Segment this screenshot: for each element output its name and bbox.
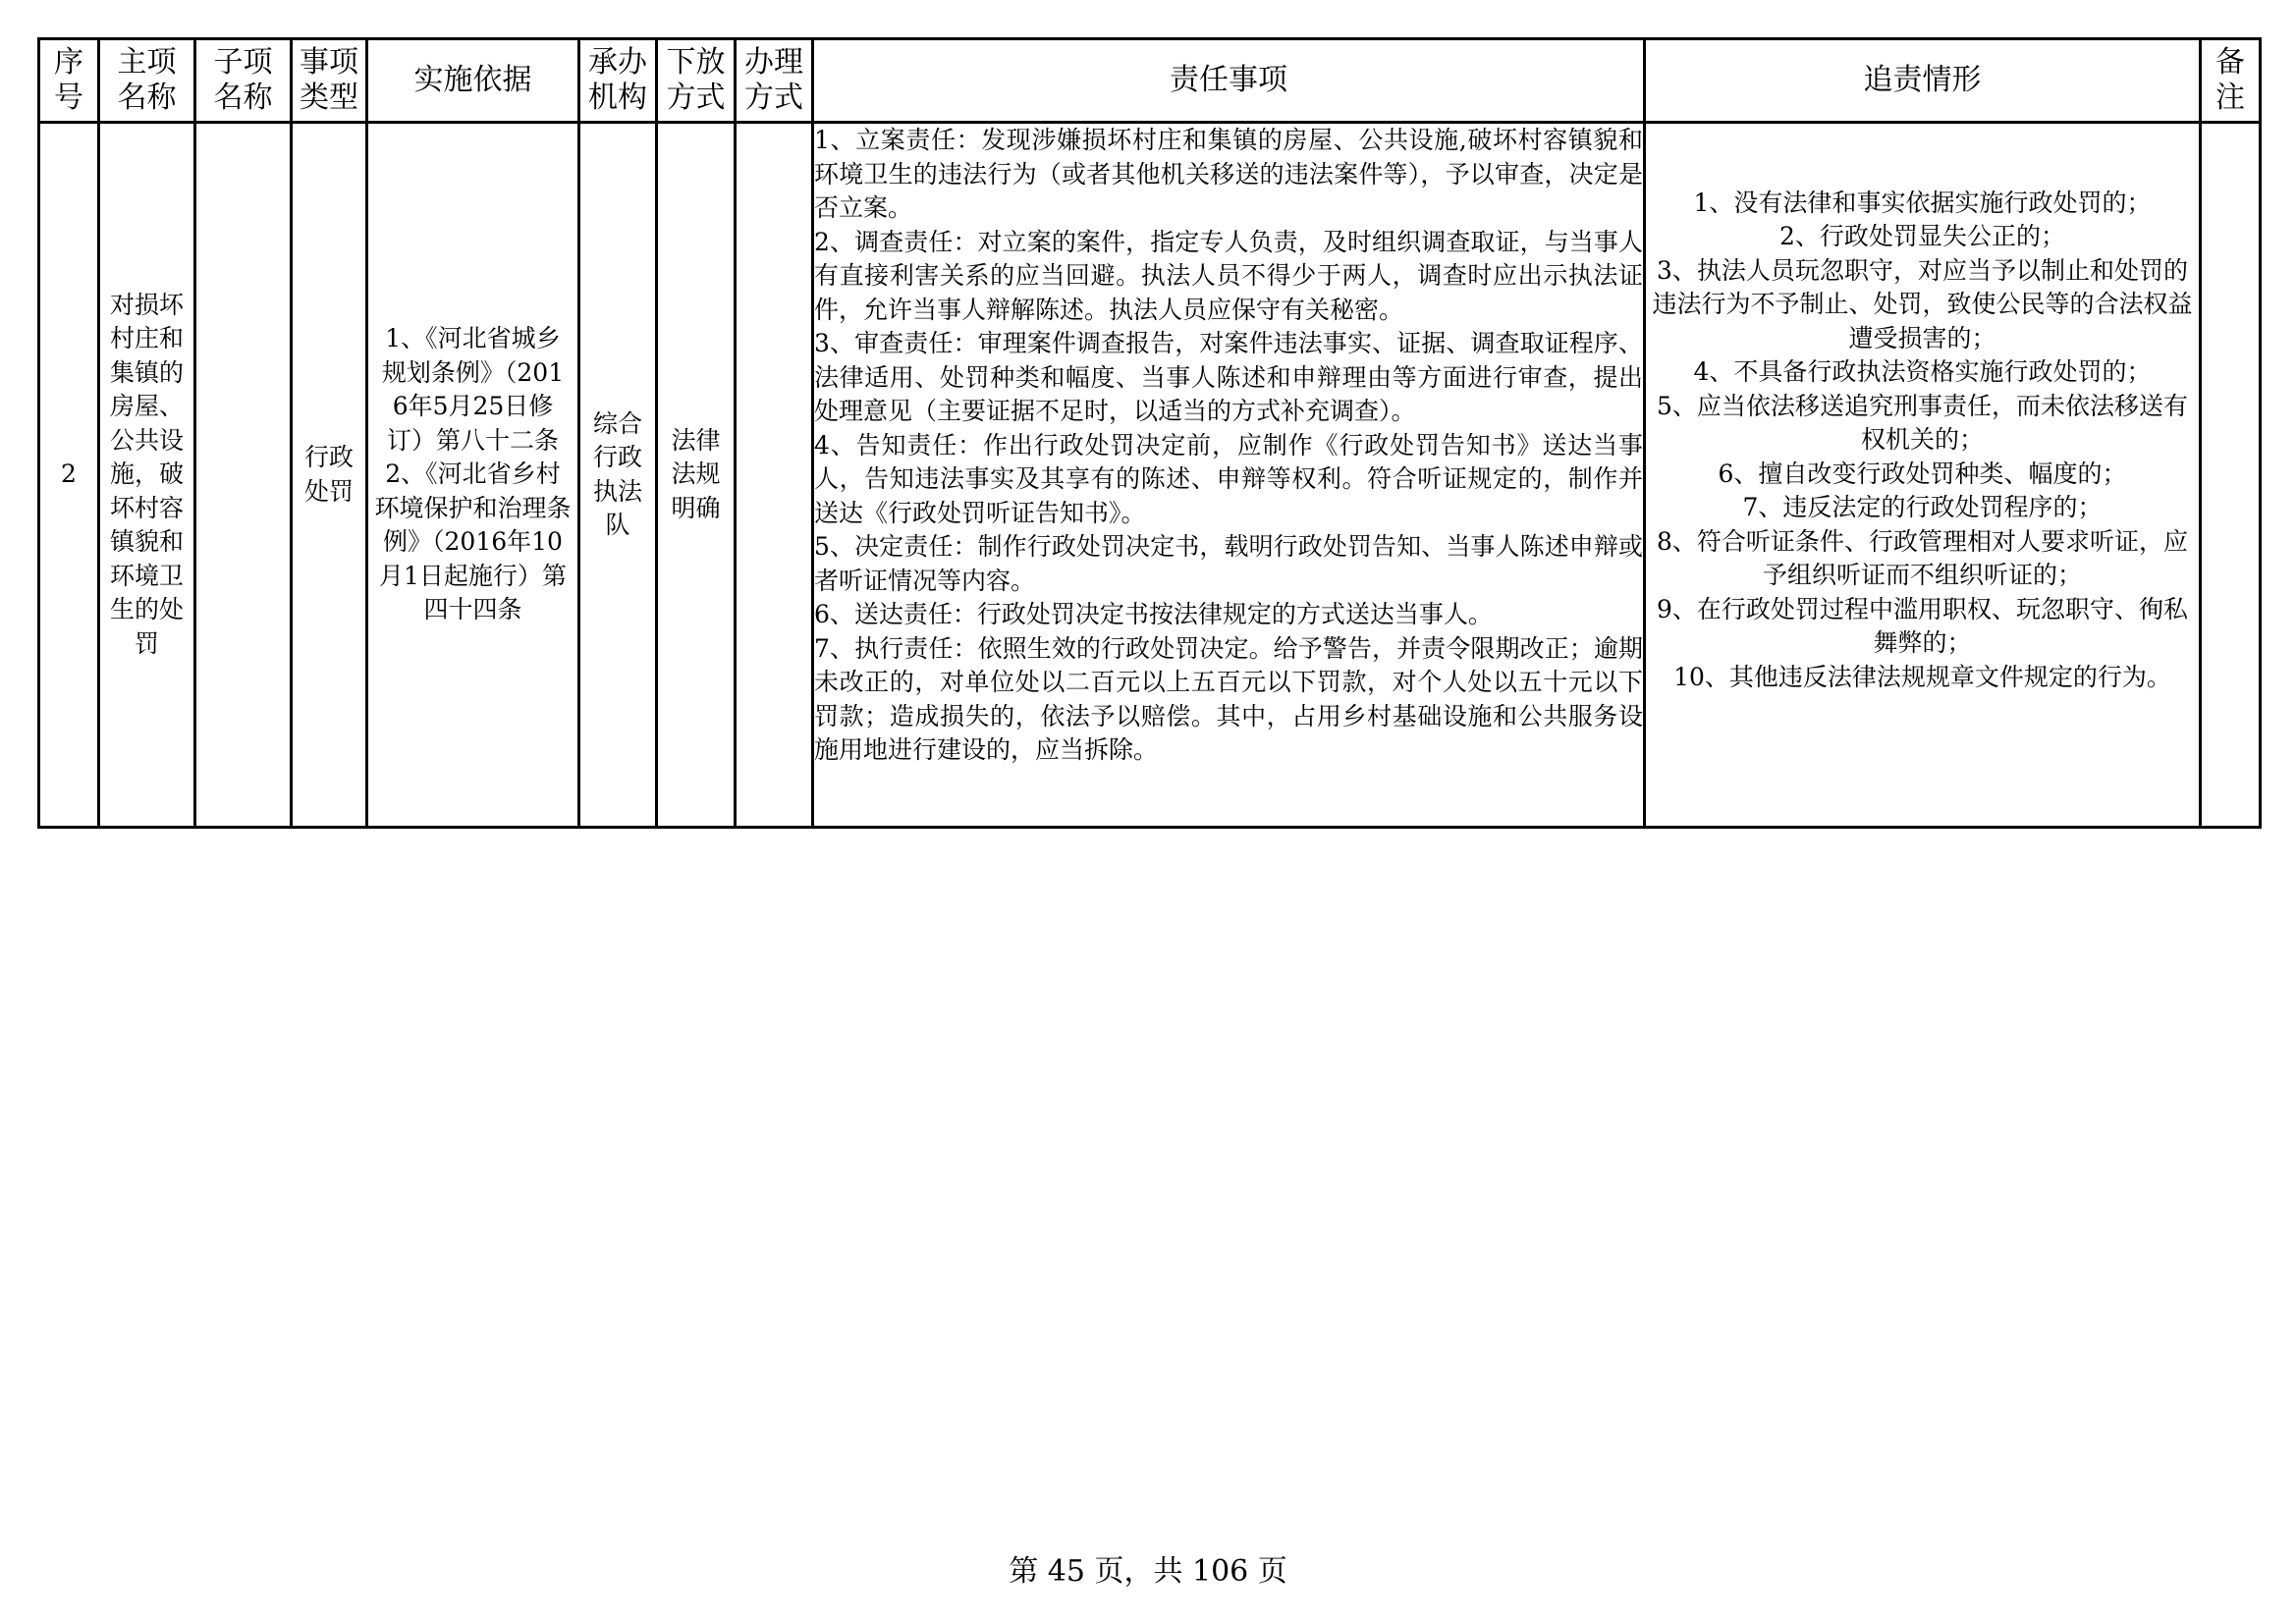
header-duties: 责任事项 — [813, 39, 1645, 123]
delegation-text: 法律法规明确 — [671, 425, 721, 522]
duty-item: 4、告知责任：作出行政处罚决定前，应制作《行政处罚告知书》送达当事人，告知违法事实及其享有的陈述、申辩等权利。符合听证规定的，制作并送达《行政处罚听证告知书》。 — [814, 430, 1643, 527]
accountability-item: 1、没有法律和事实依据实施行政处罚的； — [1693, 188, 2152, 217]
header-delegation: 下放方式 — [657, 39, 736, 123]
header-seq: 序号 — [39, 39, 99, 123]
accountability-item: 3、执法人员玩忽职守，对应当予以制止和处罚的违法行为不予制止、处罚，致使公民等的合法权益遭受损害的； — [1652, 255, 2193, 352]
agency-text: 综合行政执法队 — [592, 408, 642, 539]
cell-handling — [736, 123, 813, 828]
header-sub-item — [195, 39, 292, 123]
accountability-item: 5、应当依法移送追究刑事责任，而未依法移送有权机关的； — [1657, 391, 2188, 455]
cell-main-item — [99, 123, 195, 828]
header-accountability: 追责情形 — [1645, 39, 2201, 123]
cell-seq: 2 — [39, 123, 99, 828]
duty-item: 3、审查责任：审理案件调查报告，对案件违法事实、证据、调查取证程序、法律适用、处罚种类和幅度、当事人陈述和申辩理由等方面进行审查，提出处理意见（主要证据不足时，以适当的方式补充调查）。 — [814, 329, 1643, 425]
cell-sub-item — [195, 123, 292, 828]
cell-accountability — [1645, 123, 2201, 828]
header-main-item-text: 主项名称 — [117, 45, 177, 115]
header-row — [39, 39, 2261, 123]
accountability-item: 8、符合听证条件、行政管理相对人要求听证，应予组织听证而不组织听证的； — [1657, 526, 2188, 590]
header-handling: 办理方式 — [736, 39, 813, 123]
duty-item: 7、执行责任：依照生效的行政处罚决定。给予警告，并责令限期改正；逾期未改正的，对单位处以二百元以上五百元以下罚款，对个人处以五十元以下罚款；造成损失的，依法予以赔偿。其中，占用乡村基础设施和公共服务设施用地进行建设的，应当拆除。 — [814, 633, 1643, 764]
cell-duties — [813, 123, 1645, 828]
duty-item: 1、立案责任：发现涉嫌损坏村庄和集镇的房屋、公共设施,破坏村容镇貌和环境卫生的违法行为（或者其他机关移送的违法案件等），予以审查，决定是否立案。 — [814, 126, 1643, 222]
duty-item: 2、调查责任：对立案的案件，指定专人负责，及时组织调查取证，与当事人有直接利害关系的应当回避。执法人员不得少于两人，调查时应出示执法证件，允许当事人辩解陈述。执法人员应保守有关秘密。 — [814, 227, 1643, 324]
cell-remarks — [2201, 123, 2261, 828]
basis-line: 1、《河北省城乡规划条例》（2016年5月25日修订）第八十二条 — [381, 324, 565, 455]
header-basis: 实施依据 — [367, 39, 579, 123]
page-number: 第 45 页，共 106 页 — [1009, 1554, 1287, 1589]
accountability-item: 2、行政处罚显失公正的； — [1779, 222, 2065, 251]
header-sub-item-text: 子项名称 — [213, 45, 273, 115]
cell-delegation — [657, 123, 736, 828]
header-agency: 承办机构 — [579, 39, 657, 123]
duty-item: 6、送达责任：行政处罚决定书按法律规定的方式送达当事人。 — [814, 600, 1493, 628]
accountability-item: 7、违反法定的行政处罚程序的； — [1742, 493, 2103, 522]
cell-item-type — [292, 123, 367, 828]
accountability-item: 10、其他违反法律法规规章文件规定的行为。 — [1673, 662, 2171, 691]
header-item-type: 事项类型 — [292, 39, 367, 123]
table-row — [39, 123, 2261, 828]
duty-item: 5、决定责任：制作行政处罚决定书，载明行政处罚告知、当事人陈述申辩或者听证情况等内容。 — [814, 532, 1643, 595]
accountability-item: 6、擅自改变行政处罚种类、幅度的； — [1718, 459, 2127, 488]
accountability-item: 9、在行政处罚过程中滥用职权、玩忽职守、徇私舞弊的； — [1657, 594, 2188, 658]
main-item-text: 对损坏村庄和集镇的房屋、公共设施，破坏村容镇貌和环境卫生的处罚 — [109, 290, 184, 658]
header-remarks — [2201, 39, 2261, 123]
cell-agency — [579, 123, 657, 828]
responsibility-table — [37, 37, 2262, 829]
accountability-item: 4、不具备行政执法资格实施行政处罚的； — [1693, 357, 2152, 387]
cell-basis — [367, 123, 579, 828]
header-main-item — [99, 39, 195, 123]
header-remarks-text: 备注 — [2215, 45, 2245, 115]
basis-line: 2、《河北省乡村环境保护和治理条例》（2016年10月1日起施行）第四十四条 — [374, 460, 572, 624]
item-type-text: 行政处罚 — [303, 443, 354, 506]
